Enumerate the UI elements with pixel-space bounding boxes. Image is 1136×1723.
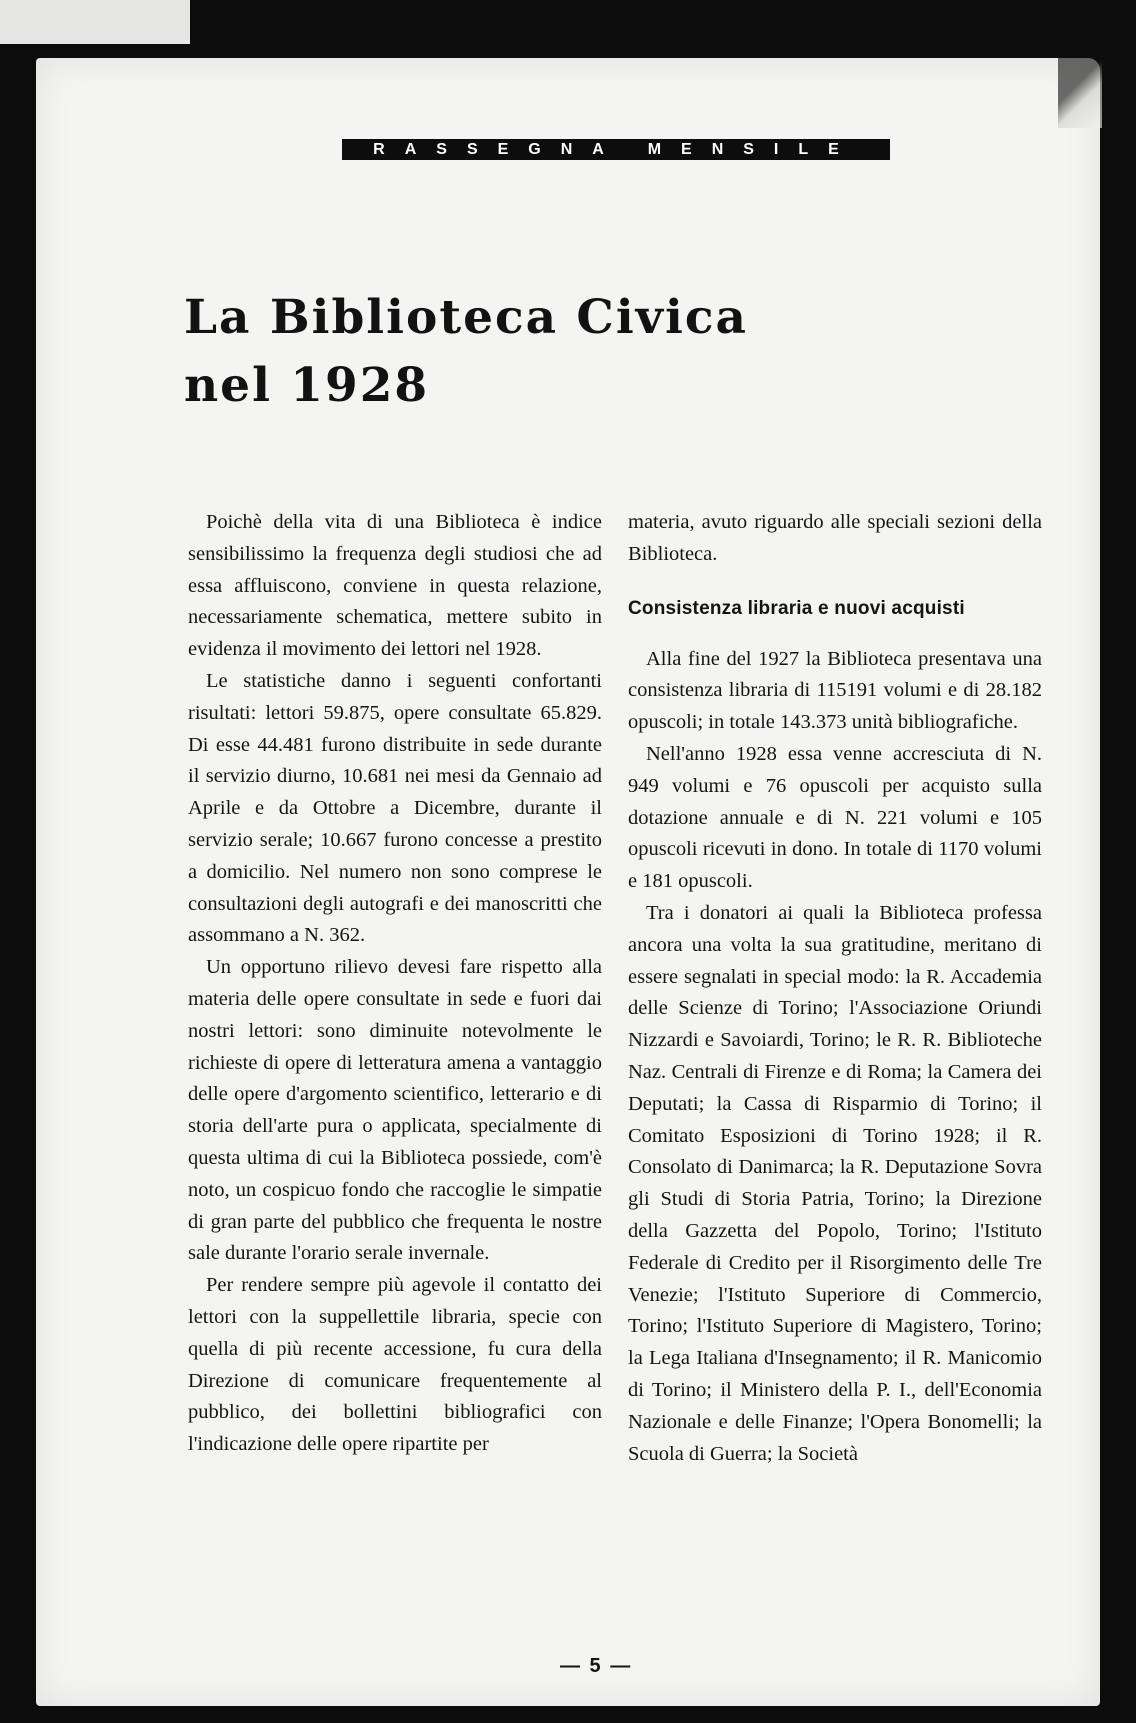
magazine-header-band: [342, 139, 890, 160]
left-paragraph-1: Poichè della vita di una Biblioteca è indice sensibilissimo la frequenza degli studiosi che ad essa affluiscono, conviene in questa relazione, necessariamente schematica, mettere subito in evidenza il movimento dei lettori nel 1928.: [188, 511, 602, 661]
right-paragraph-4: Tra i donatori ai quali la Biblioteca professa ancora una volta la sua gratitudine, meritano di essere segnalati in special modo: la R. Accademia delle Scienze di Torino; l'Associazione Oriundi Nizzardi e Savoiardi, Torino; le R. R. Biblioteche Naz. Centrali di Firenze e di Roma; la Camera dei Deputati; la Cassa di Risparmio di Torino; il Comitato Esposizioni di Torino 1928; il R. Consolato di Danimarca; la R. Deputazione Sovra gli Studi di Storia Patria, Torino; la Direzione della Gazzetta del Popolo, Torino; l'Istituto Federale di Credito per il Risorgimento delle Tre Venezie; l'Istituto Superiore di Commercio, Torino; l'Istituto Superiore di Magistero, Torino; la Lega Italiana d'Insegnamento; il R. Manicomio di Torino; il Ministero della P. I., dell'Economia Nazionale e delle Finanze; l'Opera Bonomelli; la Scuola di Guerra; la Società: [628, 901, 1042, 1465]
left-paragraph-2: Le statistiche danno i seguenti confortanti risultati: lettori 59.875, opere consultate 65.829. Di esse 44.481 furono distribuite in sede durante il servizio diurno, 10.681 nei mesi da Gennaio ad Aprile e da Ottobre a Dicembre, durante il servizio serale; 10.667 furono concesse a prestito a domicilio. Nel numero non sono comprese le consultazioni degli autografi e dei manoscritti che assommano a N. 362.: [188, 669, 602, 947]
magazine-header-text: RASSEGNA MENSILE: [373, 140, 859, 158]
right-paragraph-3: Nell'anno 1928 essa venne accresciuta di N. 949 volumi e 76 opuscoli per acquisto sulla dotazione annuale e di N. 221 volumi e 105 opuscoli ricevuti in dono. In totale di 1170 volumi e 181 opuscoli.: [628, 742, 1042, 893]
right-text-column: [628, 507, 1042, 1470]
left-paragraph-3: Un opportuno rilievo devesi fare rispetto alla materia delle opere consultate in sede e fuori dai nostri lettori: sono diminuite notevolmente le richieste di opere di letteratura amena a vantaggio delle opere d'argomento scientifico, letterario e di storia dell'arte pura o applicata, specialmente di questa ultima di cui la Biblioteca possiede, com'è noto, un cospicuo fondo che raccoglie le simpatie di gran parte del pubblico che frequenta le nostre sale durante l'orario serale invernale.: [188, 956, 602, 1265]
left-text-column: [188, 507, 602, 1461]
article-title: [184, 284, 748, 420]
article-title-line2: nel 1928: [184, 358, 430, 413]
section-heading: Consistenza libraria e nuovi acquisti: [628, 597, 965, 619]
right-paragraph-2: Alla fine del 1927 la Biblioteca presentava una consistenza libraria di 115191 volumi e di 28.182 opuscoli; in totale 143.373 unità bibliografiche.: [628, 647, 1042, 734]
page-number: — 5 —: [560, 1655, 633, 1677]
right-paragraph-1: materia, avuto riguardo alle speciali sezioni della Biblioteca.: [628, 511, 1042, 565]
scan-corner-tab: [0, 0, 190, 44]
page-curl-shadow: [1058, 58, 1102, 128]
article-title-line1: La Biblioteca Civica: [184, 290, 748, 345]
left-paragraph-4: Per rendere sempre più agevole il contatto dei lettori con la suppellettile libraria, specie con quella di più recente accessione, fu cura della Direzione di comunicare frequentemente al pubblico, dei bollettini bibliografici con l'indicazione delle opere ripartite per: [188, 1274, 602, 1456]
